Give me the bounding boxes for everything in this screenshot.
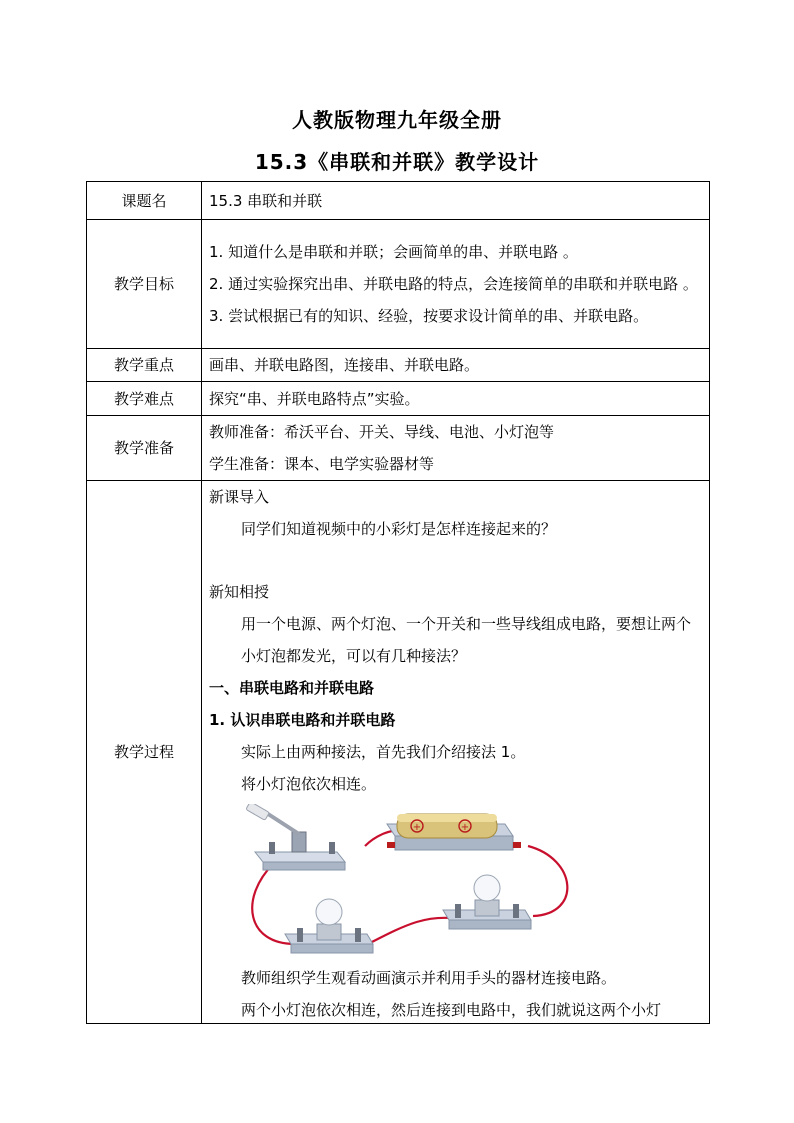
focus-row bbox=[87, 349, 710, 382]
new-heading: 新知相授 bbox=[209, 583, 270, 601]
svg-text:+: + bbox=[412, 822, 422, 833]
light-bulb-icon bbox=[285, 899, 373, 953]
new-text: 用一个电源、两个灯泡、一个开关和一些导线组成电路，要想让两个小灯泡都发光，可以有几种接法？ bbox=[241, 615, 692, 665]
lesson-plan-table bbox=[86, 181, 710, 1024]
topic-value: 15.3 串联和并联 bbox=[202, 182, 710, 220]
wire bbox=[528, 846, 567, 916]
goal-item: 3. 尝试根据已有的知识、经验，按要求设计简单的串、并联电路。 bbox=[209, 307, 649, 325]
process-row bbox=[87, 481, 710, 1024]
paragraph: 两个小灯泡依次相连，然后连接到电路中，我们就说这两个小灯 bbox=[241, 1001, 662, 1019]
topic-label: 课题名 bbox=[87, 182, 202, 220]
goal-item: 2. 通过实验探究出串、并联电路的特点，会连接简单的串联和并联电路 。 bbox=[209, 275, 698, 293]
paragraph: 将小灯泡依次相连。 bbox=[241, 775, 377, 793]
battery-icon bbox=[387, 814, 521, 850]
difficulty-value: 探究“串、并联电路特点”实验。 bbox=[202, 382, 710, 416]
light-bulb-icon bbox=[443, 875, 531, 929]
difficulty-label: 教学难点 bbox=[87, 382, 202, 416]
switch-icon bbox=[246, 804, 345, 870]
difficulty-row bbox=[87, 382, 710, 416]
intro-text: 同学们知道视频中的小彩灯是怎样连接起来的？ bbox=[241, 520, 557, 538]
wire bbox=[252, 864, 295, 944]
prep-label: 教学准备 bbox=[87, 416, 202, 481]
goals-label: 教学目标 bbox=[87, 220, 202, 349]
focus-value: 画串、并联电路图，连接串、并联电路。 bbox=[202, 349, 710, 382]
intro-heading: 新课导入 bbox=[209, 488, 270, 506]
goals-cell bbox=[202, 220, 710, 349]
teacher-prep: 教师准备：希沃平台、开关、导线、电池、小灯泡等 bbox=[209, 423, 555, 441]
goal-item: 1. 知道什么是串联和并联；会画简单的串、并联电路 。 bbox=[209, 243, 578, 261]
subsection-heading: 1. 认识串联电路和并联电路 bbox=[209, 711, 396, 729]
student-prep: 学生准备：课本、电学实验器材等 bbox=[209, 455, 435, 473]
prep-cell bbox=[202, 416, 710, 481]
process-cell bbox=[202, 481, 710, 1024]
document-subtitle: 15.3《串联和并联》教学设计 bbox=[254, 150, 540, 174]
process-label: 教学过程 bbox=[87, 481, 202, 1024]
section-heading: 一、串联电路和并联电路 bbox=[209, 679, 375, 697]
document-title: 人教版物理九年级全册 bbox=[292, 108, 502, 132]
focus-label: 教学重点 bbox=[87, 349, 202, 382]
paragraph: 实际上由两种接法，首先我们介绍接法 1。 bbox=[241, 743, 526, 761]
svg-text:+: + bbox=[460, 822, 470, 833]
series-circuit-illustration bbox=[237, 804, 577, 962]
paragraph: 教师组织学生观看动画演示并利用手头的器材连接电路。 bbox=[241, 969, 617, 987]
wire bbox=[370, 918, 461, 943]
prep-row bbox=[87, 416, 710, 481]
goals-row bbox=[87, 220, 710, 349]
topic-row bbox=[87, 182, 710, 220]
